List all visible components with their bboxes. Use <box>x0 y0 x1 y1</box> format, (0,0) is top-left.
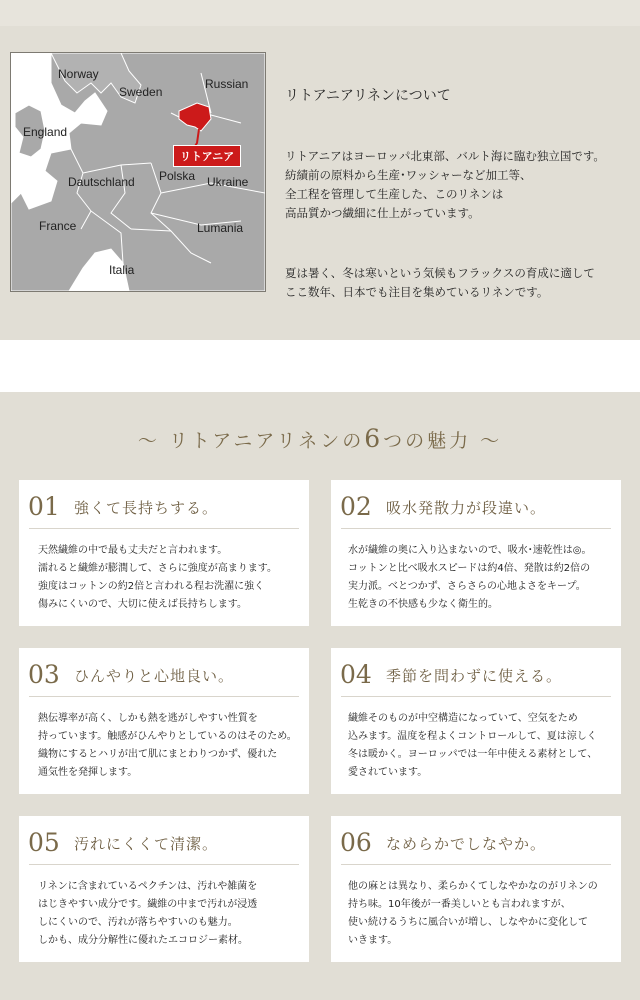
feature-line: コットンと比べ吸水スピードは約4倍、発散は約2倍の <box>348 563 591 574</box>
feature-line: 込みます。温度を程よくコントロールして、夏は涼しく <box>348 731 597 742</box>
feature-title: ひんやりと心地良い。 <box>74 667 235 685</box>
feature-line: 熱伝導率が高く、しかも熱を逃がしやすい性質を <box>38 713 258 724</box>
lithuania-badge: リトアニア <box>173 145 241 167</box>
feature-title: なめらかでしなやか。 <box>386 835 547 853</box>
feature-description <box>38 542 303 614</box>
feature-line: リネンに含まれているペクチンは、汚れや雑菌を <box>38 881 258 892</box>
divider <box>29 864 299 865</box>
feature-line: 傷みにくいので、大切に使えば長持ちします。 <box>38 599 247 610</box>
feature-description <box>38 878 303 950</box>
feature-description <box>348 878 615 950</box>
map-label-sweden: Sweden <box>119 85 163 99</box>
map-label-norway: Norway <box>58 67 99 81</box>
intro-paragraph-1 <box>285 147 630 223</box>
map-label-russian: Russian <box>205 77 249 91</box>
section-spacer <box>0 340 640 392</box>
map-label-italia: Italia <box>109 263 135 277</box>
section-heading-number: 6 <box>364 424 384 453</box>
feature-description <box>348 710 615 782</box>
map-label-france: France <box>39 219 77 233</box>
section-heading-suffix: つの魅力 ～ <box>383 430 503 452</box>
feature-number: 01 <box>28 492 60 521</box>
feature-card-05 <box>19 816 309 962</box>
intro-line: 全工程を管理して生産した、このリネンは <box>285 187 504 201</box>
feature-description <box>348 542 615 614</box>
feature-line: 実力派。べとつかず、さらさらの心地よさをキープ。 <box>348 581 586 592</box>
divider <box>29 696 299 697</box>
feature-card-01 <box>19 480 309 626</box>
feature-card-02 <box>331 480 621 626</box>
feature-line: はじきやすい成分です。繊維の中まで汚れが浸透 <box>38 899 258 910</box>
feature-title: 季節を問わずに使える。 <box>386 667 563 685</box>
feature-line: 通気性を発揮します。 <box>38 767 138 778</box>
feature-line: 愛されています。 <box>348 767 428 778</box>
feature-title: 吸水発散力が段違い。 <box>386 499 547 517</box>
feature-line: 冬は暖かく。ヨーロッパでは一年中使える素材として、 <box>348 749 598 760</box>
feature-line: しにくいので、汚れが落ちやすいのも魅力。 <box>38 917 238 928</box>
divider <box>341 696 611 697</box>
section-heading-prefix: ～ リトアニアリネンの <box>137 430 365 452</box>
feature-card-04 <box>331 648 621 794</box>
feature-number: 04 <box>340 660 372 689</box>
feature-line: 織物にするとハリが出て肌にまとわりつかず、優れた <box>38 749 278 760</box>
map-label-dautschland: Dautschland <box>68 175 135 189</box>
feature-card-03 <box>19 648 309 794</box>
feature-description <box>38 710 303 782</box>
feature-title: 汚れにくくて清潔。 <box>74 835 219 853</box>
feature-line: 生乾きの不快感も少なく衛生的。 <box>348 599 498 610</box>
feature-number: 03 <box>28 660 60 689</box>
feature-line: 天然繊維の中で最も丈夫だと言われます。 <box>38 545 228 556</box>
feature-line: 濡れると繊維が膨潤して、さらに強度が高まります。 <box>38 563 277 574</box>
intro-paragraph-2 <box>285 264 630 302</box>
intro-line: ここ数年、日本でも注目を集めているリネンです。 <box>285 285 549 299</box>
feature-number: 06 <box>340 828 372 857</box>
intro-line: 高品質かつ繊細に仕上がっています。 <box>285 206 480 220</box>
intro-line: 紡績前の原料から生産･ワッシャーなど加工等、 <box>285 168 532 182</box>
feature-line: 他の麻とは異なり、柔らかくてしなやかなのがリネンの <box>348 881 598 892</box>
europe-map <box>10 52 266 292</box>
section-heading <box>0 424 640 453</box>
map-label-lumania: Lumania <box>197 221 244 235</box>
feature-number: 05 <box>28 828 60 857</box>
feature-title: 強くて長持ちする。 <box>74 499 219 517</box>
map-label-england: England <box>23 125 68 139</box>
divider <box>341 528 611 529</box>
feature-line: 使い続けるうちに風合いが増し、しなやかに変化して <box>348 917 588 928</box>
intro-line: 夏は暑く、冬は寒いという気候もフラックスの育成に適して <box>285 266 595 280</box>
feature-line: いきます。 <box>348 935 398 946</box>
divider <box>341 864 611 865</box>
map-label-polska: Polska <box>159 169 196 183</box>
feature-line: 持っています。触感がひんやりとしているのはそのため。 <box>38 731 297 742</box>
intro-title: リトアニアリネンについて <box>285 88 451 104</box>
feature-line: 持ち味。10年後が一番美しいとも言われますが、 <box>348 899 571 910</box>
feature-line: 強度はコットンの約2倍と言われる程お洗濯に強く <box>38 581 265 592</box>
feature-number: 02 <box>340 492 372 521</box>
feature-line: 水が繊維の奥に入り込まないので、吸水･速乾性は◎。 <box>348 545 592 556</box>
feature-card-06 <box>331 816 621 962</box>
top-strip <box>0 0 640 26</box>
intro-line: リトアニアはヨーロッパ北東部、バルト海に臨む独立国です。 <box>285 149 605 163</box>
feature-line: 繊維そのものが中空構造になっていて、空気をため <box>348 713 578 724</box>
feature-line: しかも、成分分解性に優れたエコロジー素材。 <box>38 935 248 946</box>
map-label-ukraine: Ukraine <box>207 175 249 189</box>
divider <box>29 528 299 529</box>
